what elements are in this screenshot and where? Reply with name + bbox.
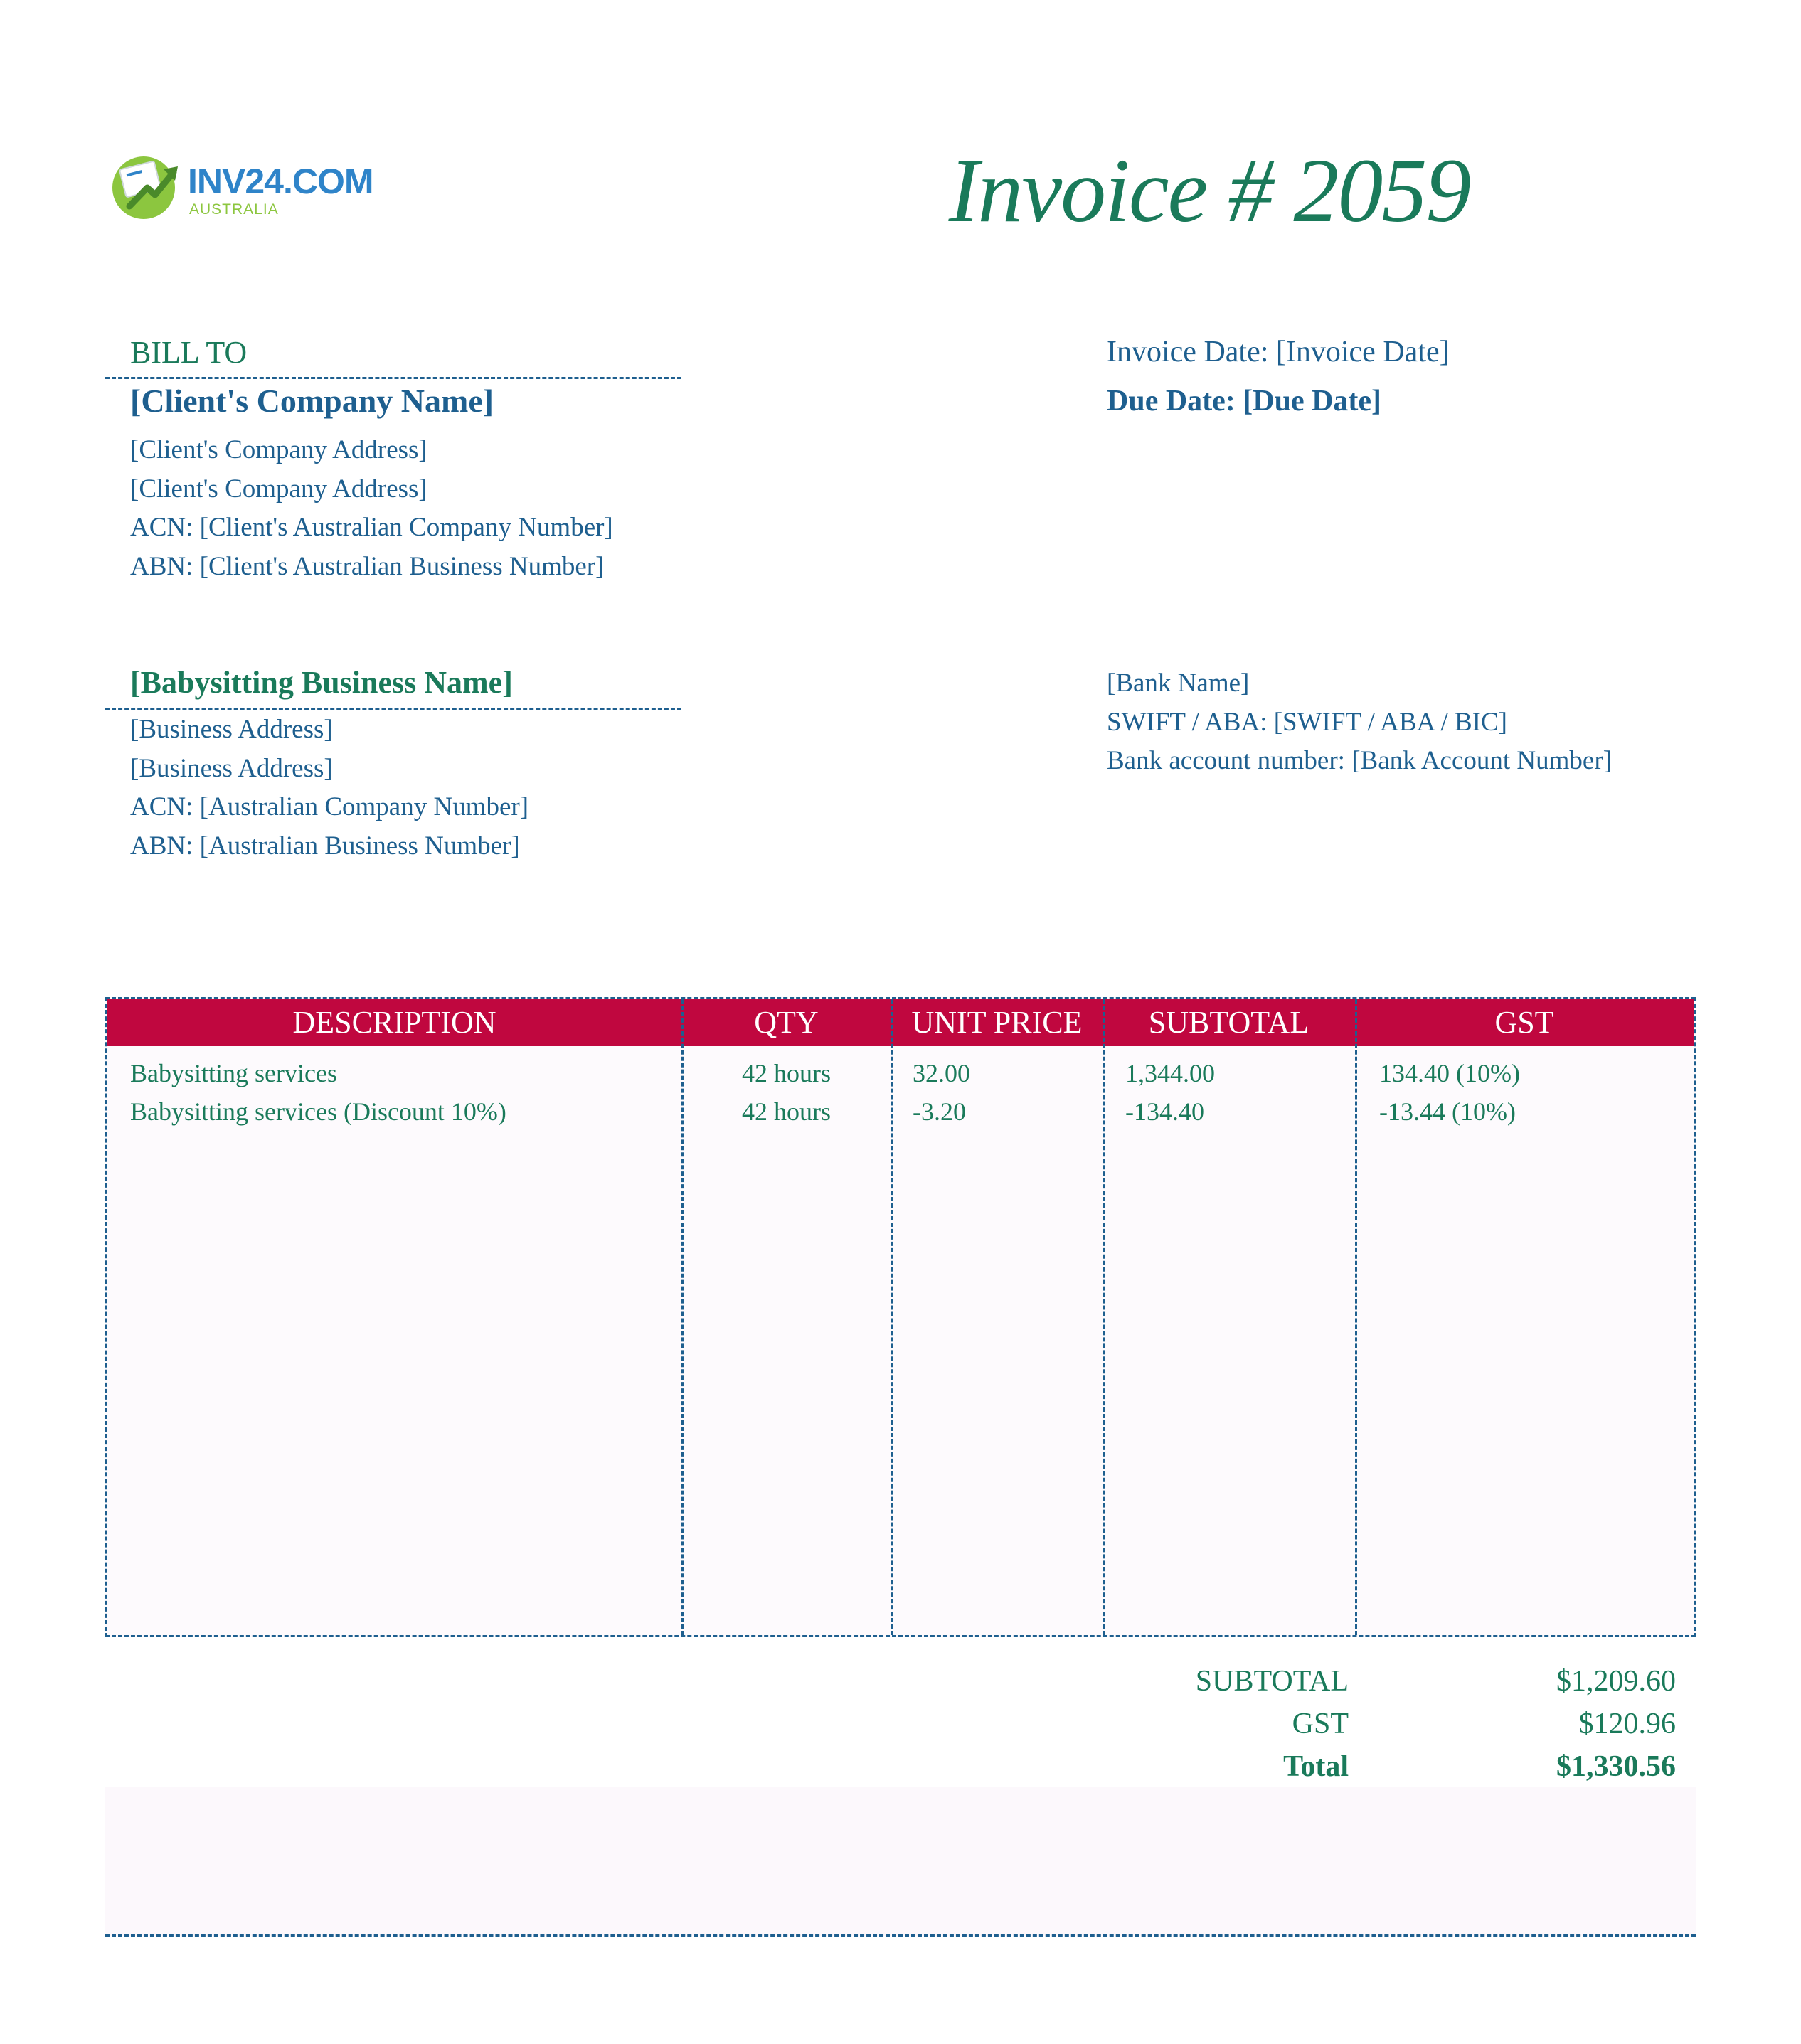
row-2-subtotal: -134.40 [1125, 1097, 1204, 1126]
bank-details [1107, 670, 1612, 787]
logo-badge-icon [108, 151, 182, 222]
business-divider [105, 708, 681, 710]
subtotal-value: $1,209.60 [1556, 1665, 1676, 1698]
client-details [130, 437, 613, 592]
company-logo [108, 151, 373, 222]
total-label: Total [1283, 1750, 1349, 1783]
table-header [107, 999, 1694, 1046]
header-qty: QTY [754, 1005, 819, 1040]
gst-label: GST [1292, 1708, 1349, 1740]
subtotal-label: SUBTOTAL [1195, 1665, 1349, 1698]
bank-swift: SWIFT / ABA: [SWIFT / ABA / BIC] [1107, 707, 1507, 737]
row-2-unit-price: -3.20 [913, 1097, 966, 1126]
row-1-qty: 42 hours [742, 1059, 831, 1087]
business-address-2: [Business Address] [130, 753, 333, 783]
logo-text: INV24.COM [188, 161, 373, 201]
gst-value: $120.96 [1578, 1708, 1676, 1740]
footer-divider [105, 1934, 1696, 1937]
header-description: DESCRIPTION [292, 1005, 496, 1040]
due-date: Due Date: [Due Date] [1107, 385, 1382, 417]
column-divider [891, 999, 893, 1635]
column-divider [1103, 999, 1105, 1635]
total-value: $1,330.56 [1556, 1750, 1676, 1783]
row-1-subtotal: 1,344.00 [1125, 1059, 1215, 1087]
row-1-gst: 134.40 (10%) [1379, 1059, 1520, 1087]
business-address-1: [Business Address] [130, 715, 333, 744]
client-company-name: [Client's Company Name] [130, 383, 494, 419]
items-table [105, 997, 1696, 1637]
header-subtotal: SUBTOTAL [1148, 1005, 1309, 1040]
row-1-description: Babysitting services [130, 1059, 337, 1087]
row-2-qty: 42 hours [742, 1097, 831, 1126]
business-acn: ACN: [Australian Company Number] [130, 792, 529, 821]
column-divider [681, 999, 684, 1635]
bill-to-heading: BILL TO [130, 335, 248, 370]
client-address-1: [Client's Company Address] [130, 435, 427, 464]
logo-subtext: AUSTRALIA [189, 201, 279, 218]
bank-name: [Bank Name] [1107, 669, 1250, 698]
header-gst: GST [1494, 1005, 1554, 1040]
row-1-unit-price: 32.00 [913, 1059, 970, 1087]
bank-account: Bank account number: [Bank Account Number] [1107, 746, 1612, 775]
client-address-2: [Client's Company Address] [130, 474, 427, 504]
client-abn: ABN: [Client's Australian Business Number] [130, 551, 605, 581]
bill-to-divider [105, 377, 681, 379]
row-2-gst: -13.44 (10%) [1379, 1097, 1516, 1126]
business-details [130, 716, 528, 871]
column-divider [1355, 999, 1357, 1635]
header-unit-price: UNIT PRICE [911, 1005, 1083, 1040]
row-2-description: Babysitting services (Discount 10%) [130, 1097, 506, 1126]
business-abn: ABN: [Australian Business Number] [130, 831, 520, 861]
notes-area [105, 1787, 1696, 1936]
invoice-title: Invoice # 2059 [948, 140, 1470, 241]
business-name: [Babysitting Business Name] [130, 665, 513, 700]
invoice-date: Invoice Date: [Invoice Date] [1107, 336, 1450, 368]
client-acn: ACN: [Client's Australian Company Number] [130, 513, 613, 542]
